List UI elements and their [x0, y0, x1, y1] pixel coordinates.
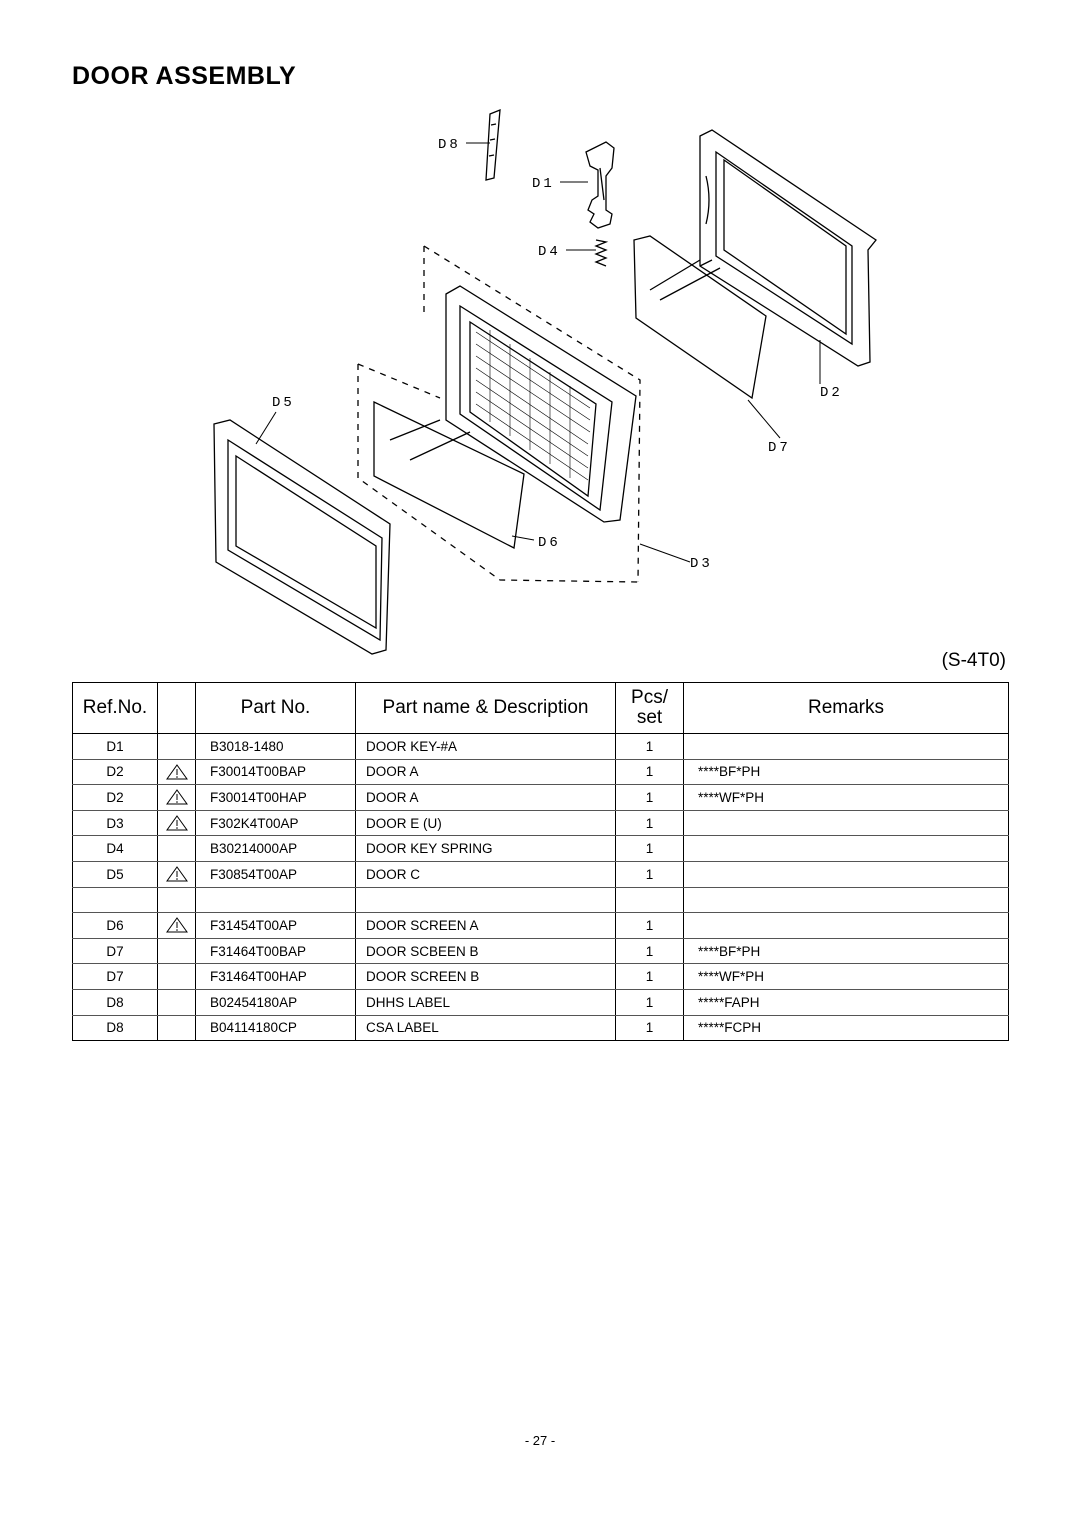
part-no-cell: B04114180CP	[196, 1015, 356, 1041]
table-row	[73, 810, 1009, 836]
remarks-cell	[684, 734, 1009, 760]
table-row	[73, 1015, 1009, 1041]
description-cell: DOOR C	[356, 861, 616, 887]
safety-warning-icon	[158, 866, 195, 882]
part-no-cell: B30214000AP	[196, 836, 356, 862]
callout-d8: D8	[438, 137, 461, 153]
description-cell	[356, 887, 616, 913]
table-row	[73, 836, 1009, 862]
page-number: - 27 -	[524, 1433, 556, 1448]
pcs-cell: 1	[616, 964, 684, 990]
table-row	[73, 861, 1009, 887]
remarks-cell	[684, 887, 1009, 913]
description-cell: DOOR SCREEN A	[356, 913, 616, 939]
description-cell: DOOR A	[356, 785, 616, 811]
part-no-cell: B3018-1480	[196, 734, 356, 760]
table-row	[73, 759, 1009, 785]
remarks-cell: ****WF*PH	[684, 964, 1009, 990]
remarks-cell	[684, 810, 1009, 836]
callout-d7: D7	[768, 440, 791, 456]
remarks-cell	[684, 836, 1009, 862]
header-ref-no: Ref.No.	[73, 683, 158, 734]
ref-cell: D8	[73, 989, 158, 1015]
remarks-cell: ****BF*PH	[684, 759, 1009, 785]
page-title: DOOR ASSEMBLY	[72, 62, 297, 90]
safety-mark-cell	[158, 836, 196, 862]
pcs-cell: 1	[616, 810, 684, 836]
description-cell: DOOR KEY SPRING	[356, 836, 616, 862]
safety-mark-cell	[158, 887, 196, 913]
header-description: Part name & Description	[356, 683, 616, 734]
safety-mark-cell	[158, 938, 196, 964]
part-no-cell: F31464T00BAP	[196, 938, 356, 964]
description-cell: CSA LABEL	[356, 1015, 616, 1041]
pcs-cell: 1	[616, 836, 684, 862]
safety-mark-cell	[158, 785, 196, 811]
ref-cell: D1	[73, 734, 158, 760]
table-row	[73, 913, 1009, 939]
safety-warning-icon	[158, 917, 195, 933]
safety-warning-icon	[158, 815, 195, 831]
remarks-cell	[684, 861, 1009, 887]
safety-mark-cell	[158, 964, 196, 990]
description-cell: DOOR SCREEN B	[356, 964, 616, 990]
ref-cell: D6	[73, 913, 158, 939]
door-key-part	[586, 142, 614, 228]
dhhs-label-part	[486, 110, 500, 180]
parts-table	[72, 682, 1009, 1041]
pcs-cell: 1	[616, 734, 684, 760]
table-row	[73, 964, 1009, 990]
ref-cell: D7	[73, 964, 158, 990]
door-e-part	[446, 286, 636, 522]
header-pcs: Pcs/	[631, 687, 668, 709]
door-a-part	[700, 130, 876, 366]
pcs-cell: 1	[616, 989, 684, 1015]
description-cell: DOOR KEY-#A	[356, 734, 616, 760]
part-no-cell: F302K4T00AP	[196, 810, 356, 836]
door-c-part	[214, 420, 390, 654]
part-no-cell: B02454180AP	[196, 989, 356, 1015]
table-row	[73, 785, 1009, 811]
safety-mark-cell	[158, 734, 196, 760]
description-cell: DOOR A	[356, 759, 616, 785]
remarks-cell: *****FCPH	[684, 1015, 1009, 1041]
ref-cell: D5	[73, 861, 158, 887]
table-row	[73, 887, 1009, 913]
ref-cell: D2	[73, 759, 158, 785]
header-pcs-set	[616, 683, 684, 734]
pcs-cell: 1	[616, 938, 684, 964]
safety-mark-cell	[158, 989, 196, 1015]
door-screen-a-part	[374, 402, 524, 548]
pcs-cell: 1	[616, 785, 684, 811]
safety-mark-cell	[158, 810, 196, 836]
ref-cell: D8	[73, 1015, 158, 1041]
table-row	[73, 938, 1009, 964]
pcs-cell	[616, 887, 684, 913]
table-header-row	[73, 683, 1009, 734]
model-code: (S-4T0)	[941, 650, 1006, 671]
part-no-cell: F30854T00AP	[196, 861, 356, 887]
callout-d3: D3	[690, 556, 713, 572]
remarks-cell: ****BF*PH	[684, 938, 1009, 964]
safety-mark-cell	[158, 861, 196, 887]
header-remarks: Remarks	[684, 683, 1009, 734]
part-no-cell: F31454T00AP	[196, 913, 356, 939]
header-part-no: Part No.	[196, 683, 356, 734]
description-cell: DOOR SCBEEN B	[356, 938, 616, 964]
door-screen-b-part	[634, 236, 766, 398]
header-safety-mark	[158, 683, 196, 734]
pcs-cell: 1	[616, 1015, 684, 1041]
description-cell: DHHS LABEL	[356, 989, 616, 1015]
pcs-cell: 1	[616, 861, 684, 887]
part-no-cell: F30014T00BAP	[196, 759, 356, 785]
part-no-cell: F31464T00HAP	[196, 964, 356, 990]
description-cell: DOOR E (U)	[356, 810, 616, 836]
callout-d4: D4	[538, 244, 561, 260]
door-assembly-diagram	[0, 0, 1080, 680]
remarks-cell	[684, 913, 1009, 939]
table-row	[73, 734, 1009, 760]
callout-d6: D6	[538, 535, 561, 551]
ref-cell: D7	[73, 938, 158, 964]
callout-d5: D5	[272, 395, 295, 411]
remarks-cell: *****FAPH	[684, 989, 1009, 1015]
ref-cell: D4	[73, 836, 158, 862]
safety-mark-cell	[158, 913, 196, 939]
ref-cell	[73, 887, 158, 913]
door-key-spring-part	[596, 240, 606, 266]
part-no-cell: F30014T00HAP	[196, 785, 356, 811]
parts-table-body	[73, 734, 1009, 1041]
callout-d2: D2	[820, 385, 843, 401]
pcs-cell: 1	[616, 759, 684, 785]
table-row	[73, 989, 1009, 1015]
part-no-cell	[196, 887, 356, 913]
safety-warning-icon	[158, 764, 195, 780]
callout-d1: D1	[532, 176, 555, 192]
remarks-cell: ****WF*PH	[684, 785, 1009, 811]
pcs-cell: 1	[616, 913, 684, 939]
header-set: set	[636, 707, 663, 728]
ref-cell: D3	[73, 810, 158, 836]
ref-cell: D2	[73, 785, 158, 811]
safety-mark-cell	[158, 759, 196, 785]
safety-mark-cell	[158, 1015, 196, 1041]
safety-warning-icon	[158, 789, 195, 805]
